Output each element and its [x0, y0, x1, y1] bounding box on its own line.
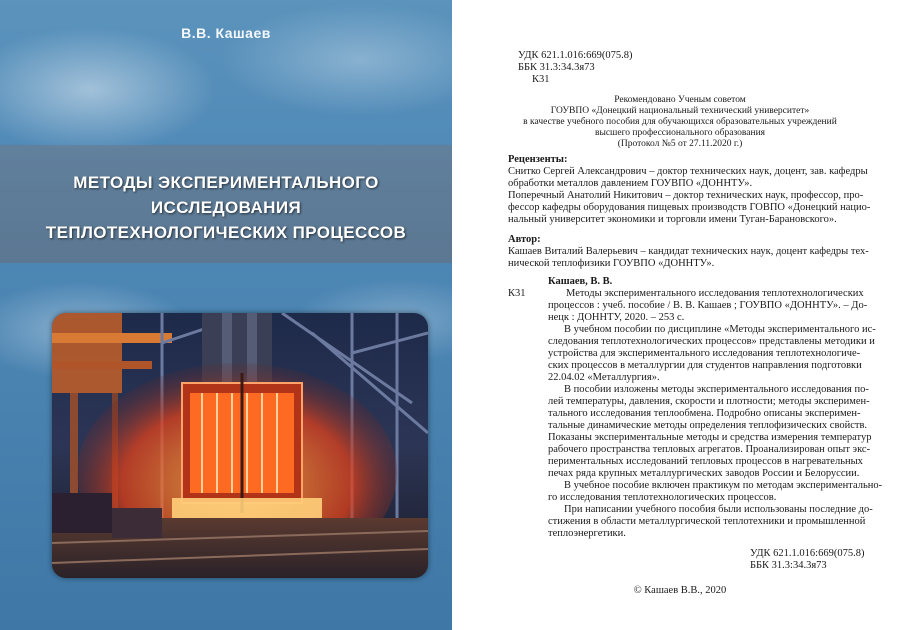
author-heading: Автор: [508, 234, 541, 245]
abstract-line: стижения в области металлургической теплотехники и промышленной [548, 516, 866, 527]
abstract-line: лей температуры, давления, скорости и плотности; методы эксперимен- [548, 396, 870, 407]
reviewers-heading: Рецензенты: [508, 154, 568, 165]
cover-author: В.В. Кашаев [181, 25, 271, 41]
abstract-line: При написании учебного пособия были использованы последние до- [564, 504, 873, 515]
recommendation-line: высшего профессионального образования [594, 128, 766, 138]
abstract-line: тального исследования теплообмена. Подробно описаны эксперимен- [548, 408, 861, 419]
biblio-line: Методы экспериментального исследования теплотехнологических [566, 288, 864, 299]
recommendation-line: Рекомендовано Ученым советом [614, 95, 746, 105]
abstract-line: устройства для экспериментального исследования теплотехнологиче- [548, 348, 861, 359]
furnace-illustration [52, 313, 428, 578]
abstract-line: периментальных исследований тепловых процессов в нагревательных [548, 456, 863, 467]
abstract-line: тальные динамические методы определения теплофизических свойств. [548, 420, 868, 431]
cover-title-line-3: ТЕПЛОТЕХНОЛОГИЧЕСКИХ ПРОЦЕССОВ [45, 223, 407, 242]
recommendation-line: в качестве учебного пособия для обучающихся образовательных учреждений [523, 117, 837, 127]
biblio-index-code: К31 [508, 288, 526, 299]
abstract-line: Показаны экспериментальные методы и средства измерения температур [548, 432, 872, 443]
copyright: © Кашаев В.В., 2020 [633, 585, 727, 596]
cover-title-band [0, 145, 452, 263]
abstract-line: ских процессов в металлургии для студентов направления подготовки [548, 360, 862, 371]
bbk-code-bottom: ББК 31.3:34.3я73 [750, 560, 827, 571]
biblio-line: процессов : учеб. пособие / В. В. Кашаев ; ГОУВПО «ДОННТУ». – До- [548, 300, 868, 311]
reviewer-line: Снитко Сергей Александрович – доктор технических наук, доцент, зав. кафедры [508, 166, 868, 177]
biblio-author: Кашаев, В. В. [548, 276, 613, 287]
abstract-line: го исследования теплотехнологических процессов. [548, 492, 777, 503]
cover-furnace-photo [52, 313, 428, 578]
author-line: Кашаев Виталий Валерьевич – кандидат технических наук, доцент кафедры тех- [508, 246, 869, 257]
udk-code: УДК 621.1.016:669(075.8) [518, 50, 633, 61]
bbk-code: ББК 31.3:34.3я73 [518, 62, 595, 73]
abstract-line: следования теплотехнологических процессов» представлены методики и [548, 336, 875, 347]
index-code: К31 [532, 74, 550, 85]
cover-title-line-2: ИССЛЕДОВАНИЯ [150, 198, 302, 217]
reviewer-line: Поперечный Анатолий Никитович – доктор технических наук, профессор, про- [508, 190, 864, 201]
reviewer-line: фессор кафедры оборудования пищевых производств ГОВПО «Донецкий нацио- [508, 202, 871, 213]
title-page [460, 0, 900, 630]
abstract-line: печах ряда крупных металлургических заводов России и Белоруссии. [548, 468, 860, 479]
furnace-door [182, 373, 302, 513]
udk-code-bottom: УДК 621.1.016:669(075.8) [750, 548, 865, 559]
abstract-line: 22.04.02 «Металлургия». [548, 372, 660, 383]
reviewer-line: нальный университет экономики и торговли имени Туган-Барановского». [508, 214, 837, 225]
abstract-line: В пособии изложены методы экспериментального исследования по- [564, 384, 869, 395]
cover-title-line-1: МЕТОДЫ ЭКСПЕРИМЕНТАЛЬНОГО [73, 173, 379, 192]
recommendation-line: ГОУВПО «Донецкий национальный технический университет» [550, 106, 810, 116]
abstract-line: рабочего пространства тепловых агрегатов. Проанализирован опыт экс- [548, 444, 871, 455]
recommendation-line: (Протокол №5 от 27.11.2020 г.) [617, 139, 743, 149]
abstract-line: В учебном пособии по дисциплине «Методы экспериментального ис- [564, 324, 876, 335]
reviewer-line: обработки металлов давлением ГОУВПО «ДОННТУ». [508, 178, 753, 189]
biblio-line: нецк : ДОННТУ, 2020. – 253 с. [548, 312, 685, 323]
abstract-line: В учебное пособие включен практикум по методам экспериментально- [564, 480, 883, 491]
hot-ingot [172, 498, 322, 518]
author-line: нической теплофизики ГОУВПО «ДОННТУ». [508, 258, 715, 269]
abstract-line: теплоэнергетики. [548, 528, 626, 539]
